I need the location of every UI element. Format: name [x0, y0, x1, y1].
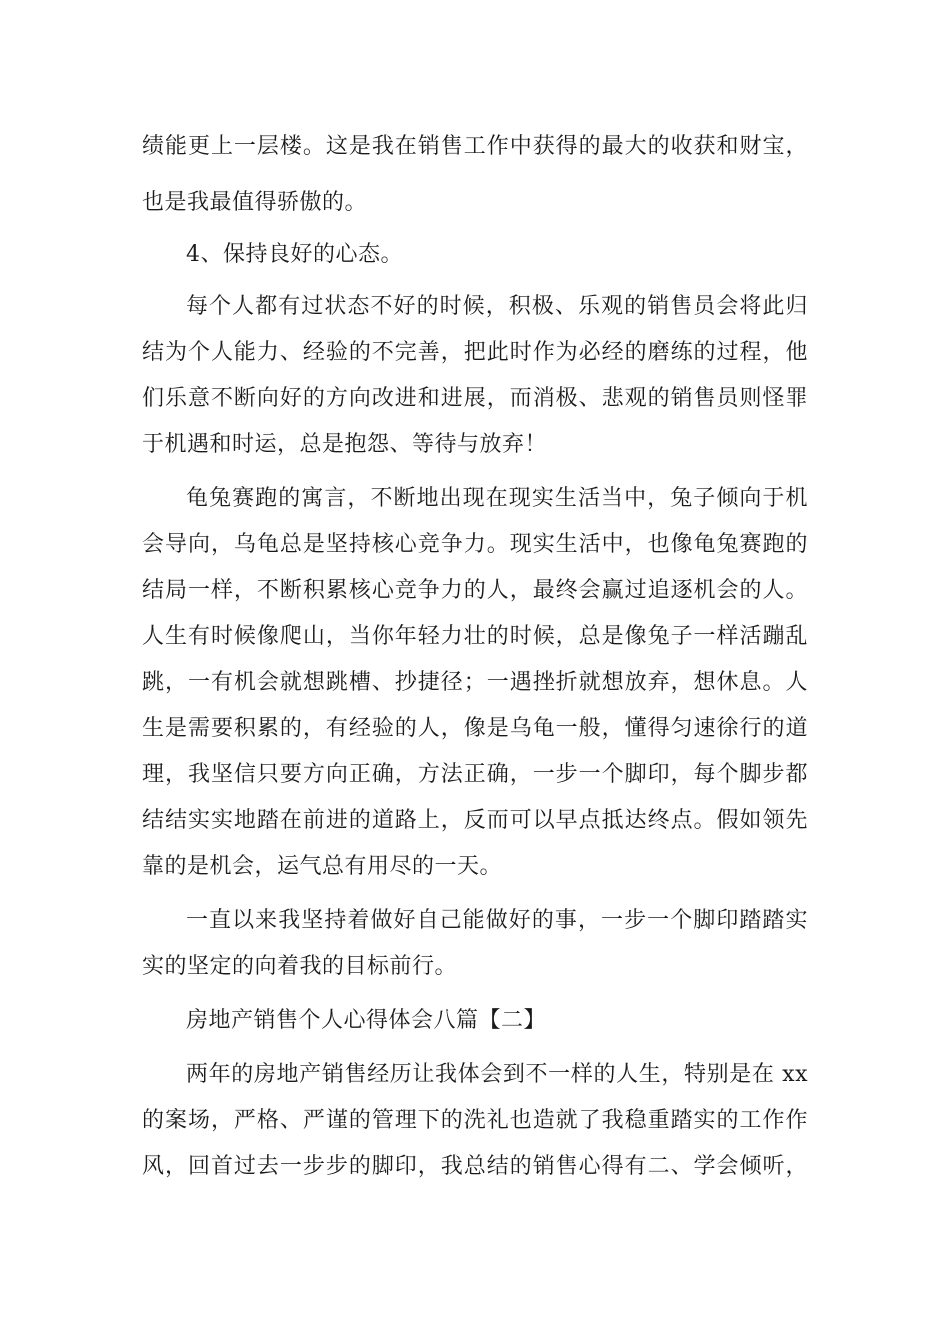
text-line: 一直以来我坚持着做好自己能做好的事，一步一个脚印踏踏实	[186, 908, 808, 933]
text-line: 生是需要积累的，有经验的人，像是乌龟一般，懂得匀速徐行的道	[142, 716, 808, 741]
text-line: 跳，一有机会就想跳槽、抄捷径；一遇挫折就想放弃，想休息。人	[142, 670, 808, 695]
text-line: 也是我最值得骄傲的。	[142, 190, 368, 215]
text-line: 人生有时候像爬山，当你年轻力壮的时候，总是像兔子一样活蹦乱	[142, 624, 808, 649]
text-line: 实的坚定的向着我的目标前行。	[142, 954, 458, 979]
text-line: 靠的是机会，运气总有用尽的一天。	[142, 854, 503, 879]
text-line: 龟兔赛跑的寓言，不断地出现在现实生活当中，兔子倾向于机	[186, 486, 808, 511]
text-line: 风，回首过去一步步的脚印，我总结的销售心得有二、学会倾听，	[142, 1154, 808, 1179]
text-line: 结为个人能力、经验的不完善，把此时作为必经的磨练的过程，他	[142, 340, 808, 365]
text-line: 结结实实地踏在前进的道路上，反而可以早点抵达终点。假如领先	[142, 808, 808, 833]
text-line: 会导向，乌龟总是坚持核心竞争力。现实生活中，也像龟兔赛跑的	[142, 532, 808, 557]
text-line: 们乐意不断向好的方向改进和进展，而消极、悲观的销售员则怪罪	[142, 386, 808, 411]
section-title: 房地产销售个人心得体会八篇【二】	[186, 1008, 547, 1033]
text-line: 于机遇和时运，总是抱怨、等待与放弃！	[142, 432, 548, 457]
text-line: 理，我坚信只要方向正确，方法正确，一步一个脚印，每个脚步都	[142, 762, 808, 787]
text-line: 的案场，严格、严谨的管理下的洗礼也造就了我稳重踏实的工作作	[142, 1108, 808, 1133]
text-line: 结局一样，不断积累核心竞争力的人，最终会赢过追逐机会的人。	[142, 578, 808, 603]
section-heading: 4、保持良好的心态。	[186, 242, 403, 267]
text-line: 每个人都有过状态不好的时候，积极、乐观的销售员会将此归	[186, 294, 808, 319]
text-line: 绩能更上一层楼。这是我在销售工作中获得的最大的收获和财宝，	[142, 134, 808, 159]
text-line: 两年的房地产销售经历让我体会到不一样的人生，特别是在 xx	[186, 1062, 808, 1087]
